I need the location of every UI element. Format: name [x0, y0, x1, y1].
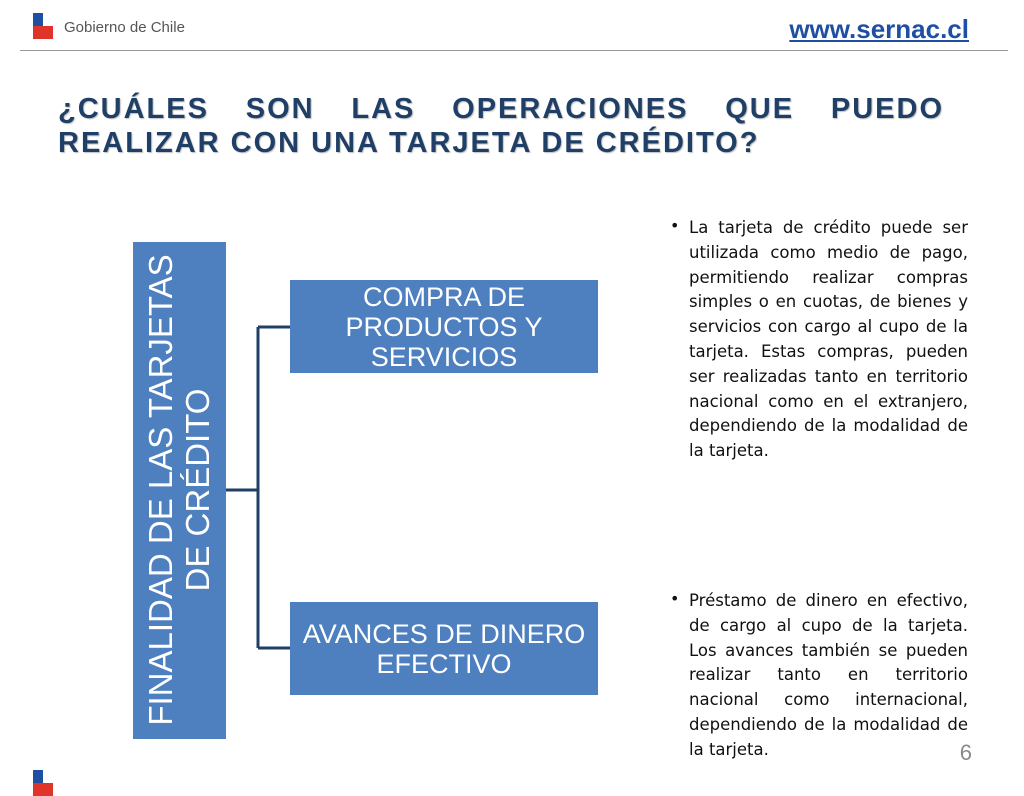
slide-title: ¿CUÁLES SON LAS OPERACIONES QUE PUEDO REALIZAR CON UNA TARJETA DE CRÉDITO?	[58, 93, 944, 159]
chile-flag-icon	[33, 13, 53, 39]
description-avances: Préstamo de dinero en efectivo, de cargo al cupo de la tarjeta. Los avances también se pueden realizar tanto en territorio nacional como internacional, dependiendo de la modalidad de la tarjeta.	[689, 591, 968, 759]
gov-label: Gobierno de Chile	[64, 19, 185, 36]
page-number: 6	[959, 740, 972, 765]
header-divider	[20, 50, 1008, 51]
branch-label-compra: COMPRA DE PRODUCTOS Y SERVICIOS	[345, 281, 543, 372]
bullet-dot-icon: •	[670, 589, 680, 608]
flag-white-field	[43, 13, 53, 26]
root-label: FINALIDAD DE LAS TARJETAS DE CRÉDITO	[142, 254, 216, 726]
description-compra: La tarjeta de crédito puede ser utilizada como medio de pago, permitiendo realizar compras simples o en cuotas, de bienes y servicios con cargo al cupo de la tarjeta. Estas compras, pueden ser realizadas tanto en territorio nacional como en el extranjero, dependiendo de la modalidad de la tarjeta.	[689, 218, 968, 461]
flag-red-field	[33, 783, 53, 796]
flag-blue-field	[33, 13, 43, 26]
flag-blue-field	[33, 770, 43, 783]
bullet-dot-icon: •	[670, 216, 680, 235]
root-box	[133, 242, 226, 739]
flag-white-field	[43, 770, 53, 783]
chile-flag-icon	[33, 770, 53, 796]
sernac-link[interactable]: www.sernac.cl	[789, 14, 969, 44]
branch-label-avances: AVANCES DE DINERO EFECTIVO	[302, 618, 586, 679]
branch-box-compra	[290, 280, 598, 373]
branch-box-avances	[290, 602, 598, 695]
flag-red-field	[33, 26, 53, 39]
